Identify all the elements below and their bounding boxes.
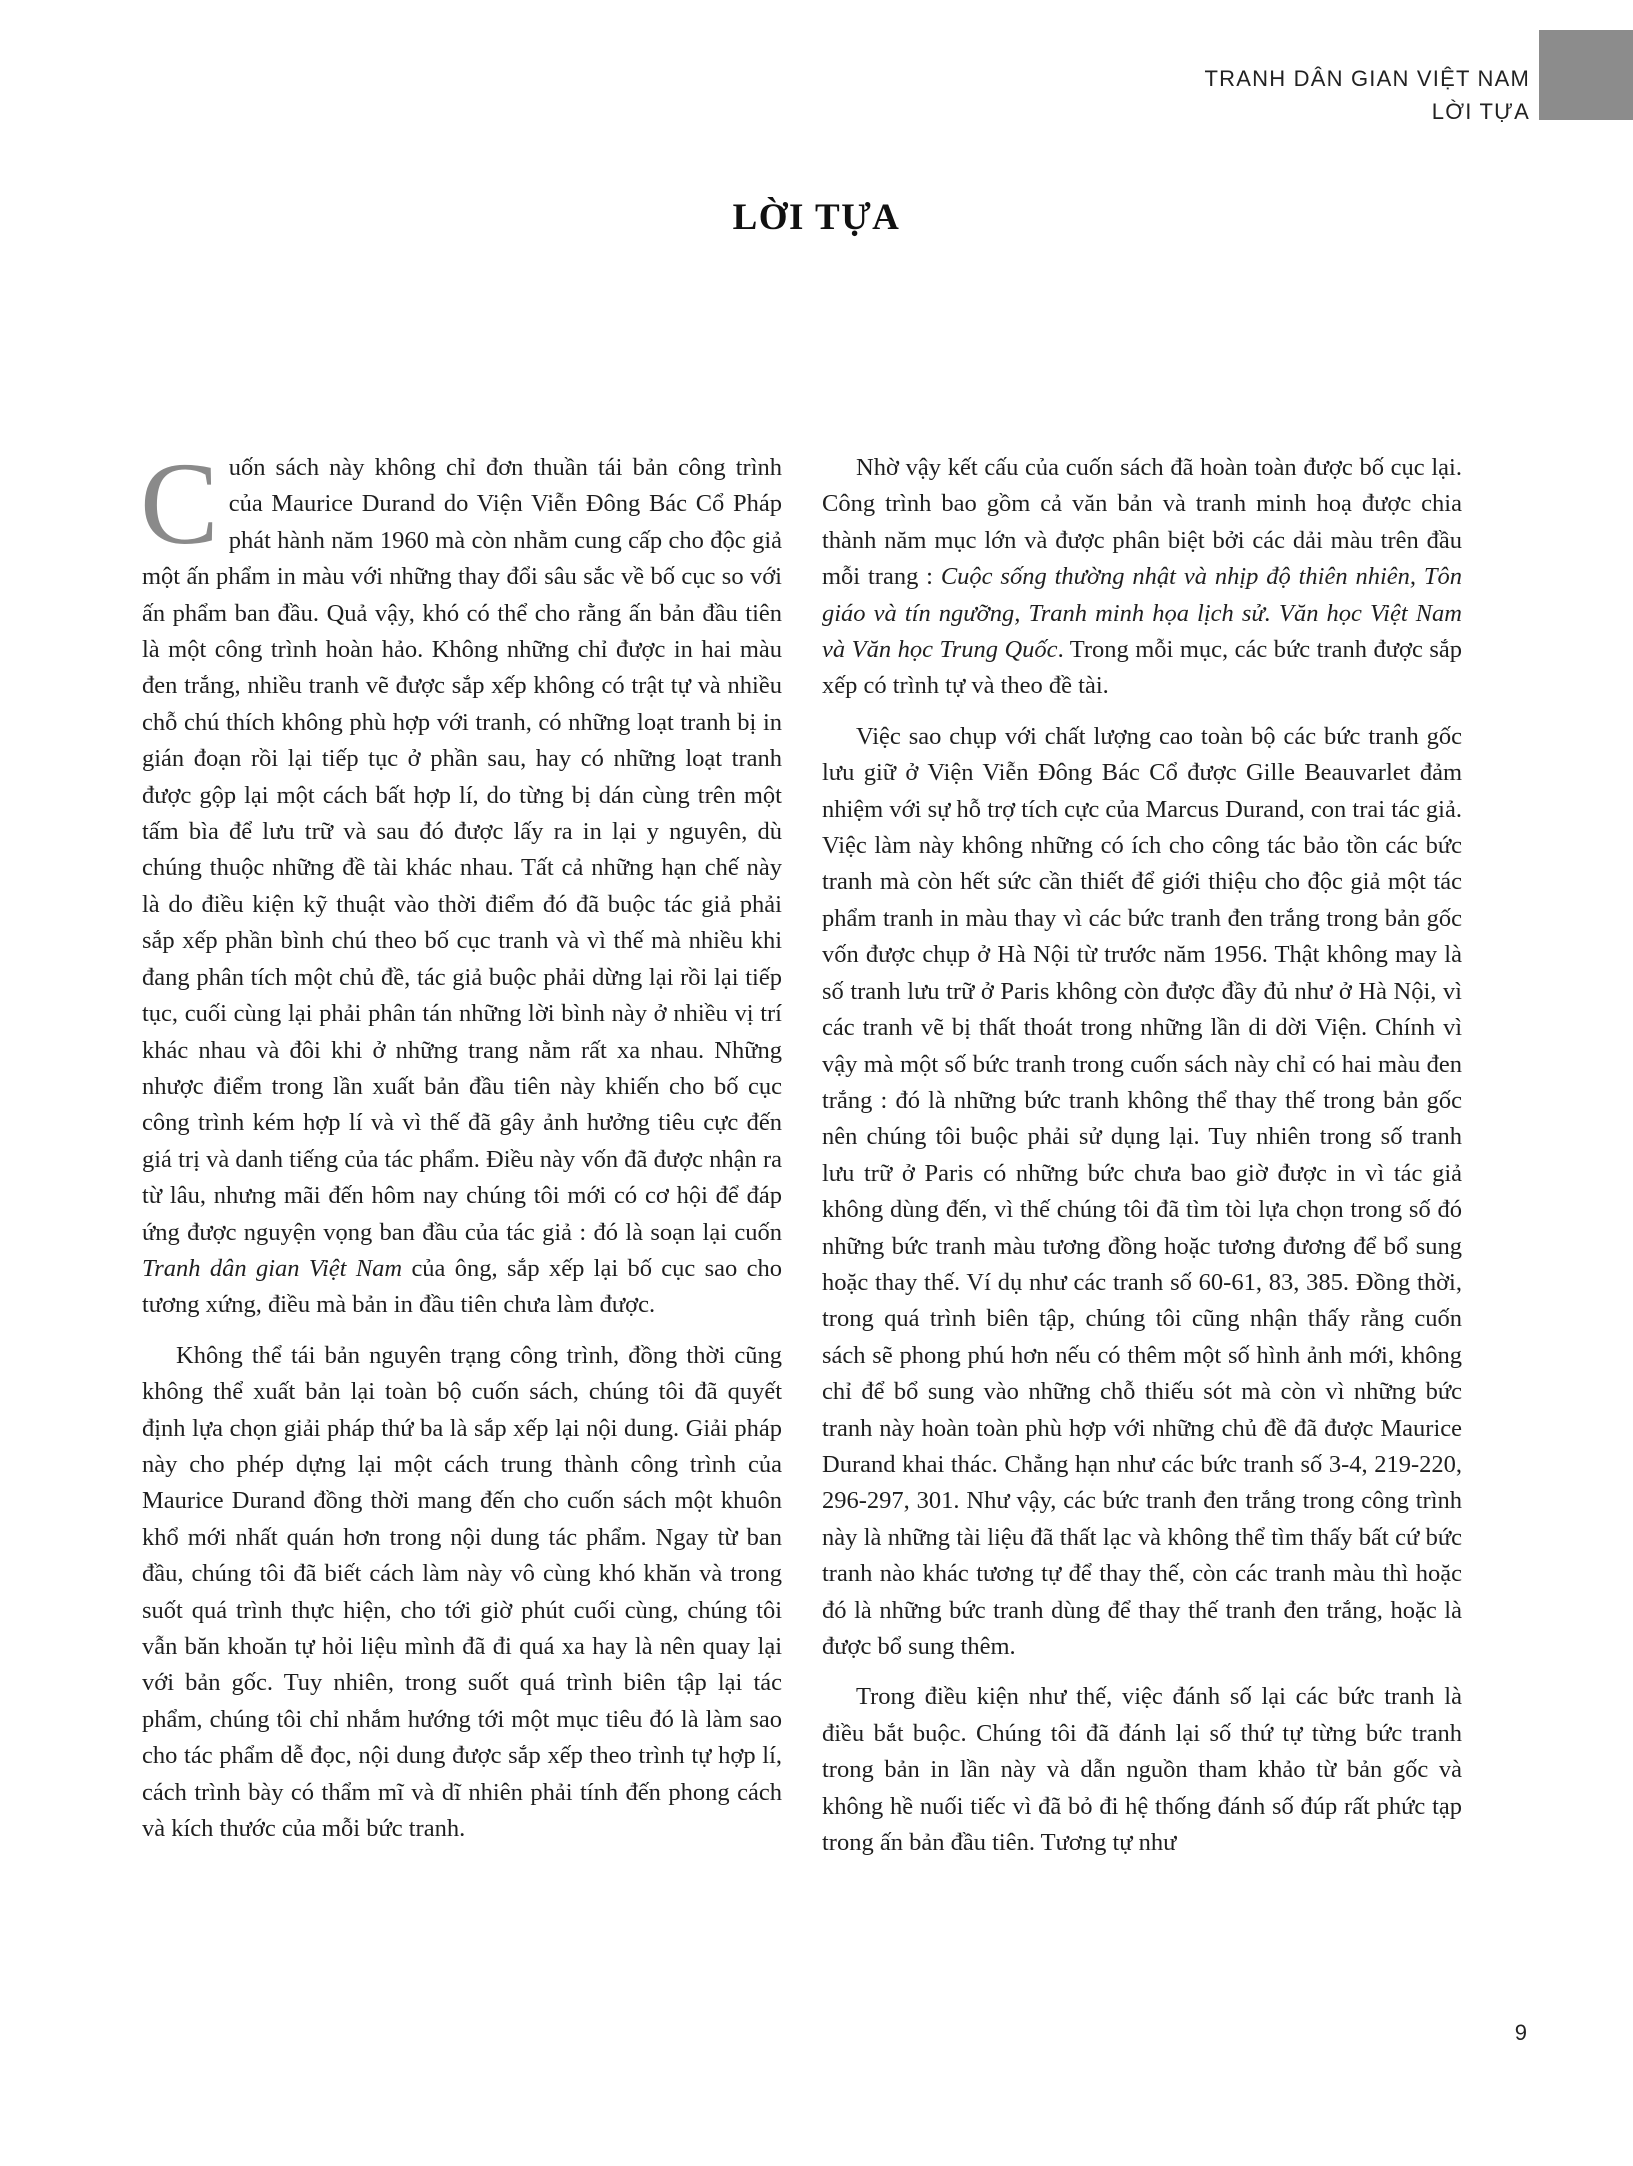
- running-header: [1205, 62, 1530, 128]
- running-header-book-title: TRANH DÂN GIAN VIỆT NAM: [1204, 66, 1530, 91]
- paragraph-text: của ông, sắp xếp lại bố cục sao cho tương xứng, điều mà bản in đầu tiên chưa làm được.: [142, 1254, 782, 1319]
- paragraph-text: Nhờ vậy kết cấu của cuốn sách đã hoàn toàn được bố cục lại. Công trình bao gồm cả văn bản và tranh minh hoạ được chia thành năm mục lớn và được phân biệt bởi các dải màu trên đầu mỗi trang :: [822, 454, 1462, 591]
- right-column: [822, 450, 1462, 1875]
- page-title: LỜI TỰA: [732, 197, 901, 238]
- paragraph-text: uốn sách này không chỉ đơn thuần tái bản công trình của Maurice Durand do Viện Viễn Đông Bác Cổ Pháp phát hành năm 1960 mà còn nhằm cung cấp cho độc giả một ấn phẩm in màu với những thay đổi sâu sắc về bố cục so với ấn phẩm ban đầu. Quả vậy, khó có thể cho rằng ấn bản đầu tiên là một công trình hoàn hảo. Không những chỉ được in hai màu đen trắng, nhiều tranh vẽ được sắp xếp không có trật tự và nhiều chỗ chú thích không phù hợp với tranh, có những loạt tranh bị in gián đoạn rồi lại tiếp tục ở phần sau, hay có những loạt tranh được gộp lại một cách bất hợp lí, do từng bị dán cùng trên một tấm bìa để lưu trữ và sau đó được lấy ra in lại y nguyên, dù chúng thuộc những đề tài khác nhau. Tất cả những hạn chế này là do điều kiện kỹ thuật vào thời điểm đó đã buộc tác giả phải sắp xếp phần bình chú theo bố cục tranh và vì thế mà nhiều khi đang phân tích một chủ đề, tác giả buộc phải dừng lại rồi lại tiếp tục, cuối cùng lại phải phân tán những lời bình này ở nhiều vị trí khác nhau và đôi khi ở những trang nằm rất xa nhau. Những nhược điểm trong lần xuất bản đầu tiên này khiến cho bố cục công trình kém hợp lí và vì thế đã gây ảnh hưởng tiêu cực đến giá trị và danh tiếng của tác phẩm. Điều này vốn đã được nhận ra từ lâu, nhưng mãi đến hôm nay chúng tôi mới có cơ hội để đáp ứng được nguyện vọng ban đầu của tác giả : đó là soạn lại cuốn: [142, 454, 782, 1246]
- drop-cap: C: [140, 438, 219, 569]
- paragraph-text: . Trong mỗi mục, các bức tranh được sắp xếp có trình tự và theo đề tài.: [822, 636, 1462, 700]
- paragraph: Trong điều kiện như thế, việc đánh số lại các bức tranh là điều bắt buộc. Chúng tôi đã đánh lại số thứ tự từng bức tranh trong bản in lần này và dẫn nguồn tham khảo từ bản gốc và không hề nuối tiếc vì đã bỏ đi hệ thống đánh số đúp rất phức tạp trong ấn bản đầu tiên. Tương tự như: [822, 1683, 1462, 1857]
- left-column: [140, 438, 782, 1861]
- running-header-section: LỜI TỰA: [1431, 99, 1530, 124]
- paragraph: [822, 450, 1462, 705]
- paragraph: [140, 438, 782, 1324]
- header-color-tab: [1539, 30, 1633, 120]
- paragraph: Không thể tái bản nguyên trạng công trình, đồng thời cũng không thể xuất bản lại toàn bộ cuốn sách, chúng tôi đã quyết định lựa chọn giải pháp thứ ba là sắp xếp lại nội dung. Giải pháp này cho phép dựng lại một cách trung thành công trình của Maurice Durand đồng thời mang đến cho cuốn sách một khuôn khổ mới nhất quán hơn trong nội dung tác phẩm. Ngay từ ban đầu, chúng tôi đã biết cách làm này vô cùng khó khăn và trong suốt quá trình thực hiện, cho tới giờ phút cuối cùng, chúng tôi vẫn băn khoăn tự hỏi liệu mình đã đi quá xa hay là nên quay lại với bản gốc. Tuy nhiên, trong suốt quá trình biên tập lại tác phẩm, chúng tôi chỉ nhắm hướng tới một mục tiêu đó là làm sao cho tác phẩm dễ đọc, nội dung được sắp xếp theo trình tự hợp lí, cách trình bày có thẩm mĩ và dĩ nhiên phải tính đến phong cách và kích thước của mỗi bức tranh.: [142, 1341, 782, 1843]
- page-number: 9: [1514, 2020, 1527, 2045]
- paragraph: Việc sao chụp với chất lượng cao toàn bộ các bức tranh gốc lưu giữ ở Viện Viễn Đông Bác Cổ được Gille Beauvarlet đảm nhiệm với sự hỗ trợ tích cực của Marcus Durand, con trai tác giả. Việc làm này không những có ích cho công tác bảo tồn các bức tranh mà còn hết sức cần thiết để giới thiệu cho độc giả một tác phẩm tranh in màu thay vì các bức tranh đen trắng trong bản gốc vốn được chụp ở Hà Nội từ trước năm 1956. Thật không may là số tranh lưu trữ ở Paris không còn được đầy đủ như ở Hà Nội, vì các tranh vẽ bị thất thoát trong những lần di dời Viện. Chính vì vậy mà một số bức tranh trong cuốn sách này chỉ có hai màu đen trắng : đó là những bức tranh không thể thay thế trong bản gốc nên chúng tôi buộc phải sử dụng lại. Tuy nhiên trong số tranh lưu trữ ở Paris có những bức chưa bao giờ được in vì tác giả không dùng đến, vì thế chúng tôi đã tìm tòi lựa chọn trong số đó những bức tranh màu tương đồng hoặc tương đương để bổ sung hoặc thay thế. Ví dụ như các tranh số 60-61, 83, 385. Đồng thời, trong quá trình biên tập, chúng tôi cũng nhận thấy rằng cuốn sách sẽ phong phú hơn nếu có thêm một số hình ảnh mới, không chỉ để bổ sung vào những chỗ thiếu sót mà còn vì những bức tranh này hoàn toàn phù hợp với những chủ đề đã được Maurice Durand khai thác. Chẳng hạn như các bức tranh số 3-4, 219-220, 296-297, 301. Như vậy, các bức tranh đen trắng trong công trình này là những tài liệu đã thất lạc và không thể tìm thấy bất cứ bức tranh nào khác tương tự để thay thế, còn các tranh màu thì hoặc đó là những bức tranh dùng để thay thế tranh đen trắng, hoặc là được bổ sung thêm.: [822, 722, 1462, 1660]
- section-names-italic: Cuộc sống thường nhật và nhịp độ thiên nhiên, Tôn giáo và tín ngưỡng, Tranh minh họa lịch sử. Văn học Việt Nam và Văn học Trung Quốc: [822, 563, 1462, 664]
- book-title-italic: Tranh dân gian Việt Nam: [142, 1254, 403, 1282]
